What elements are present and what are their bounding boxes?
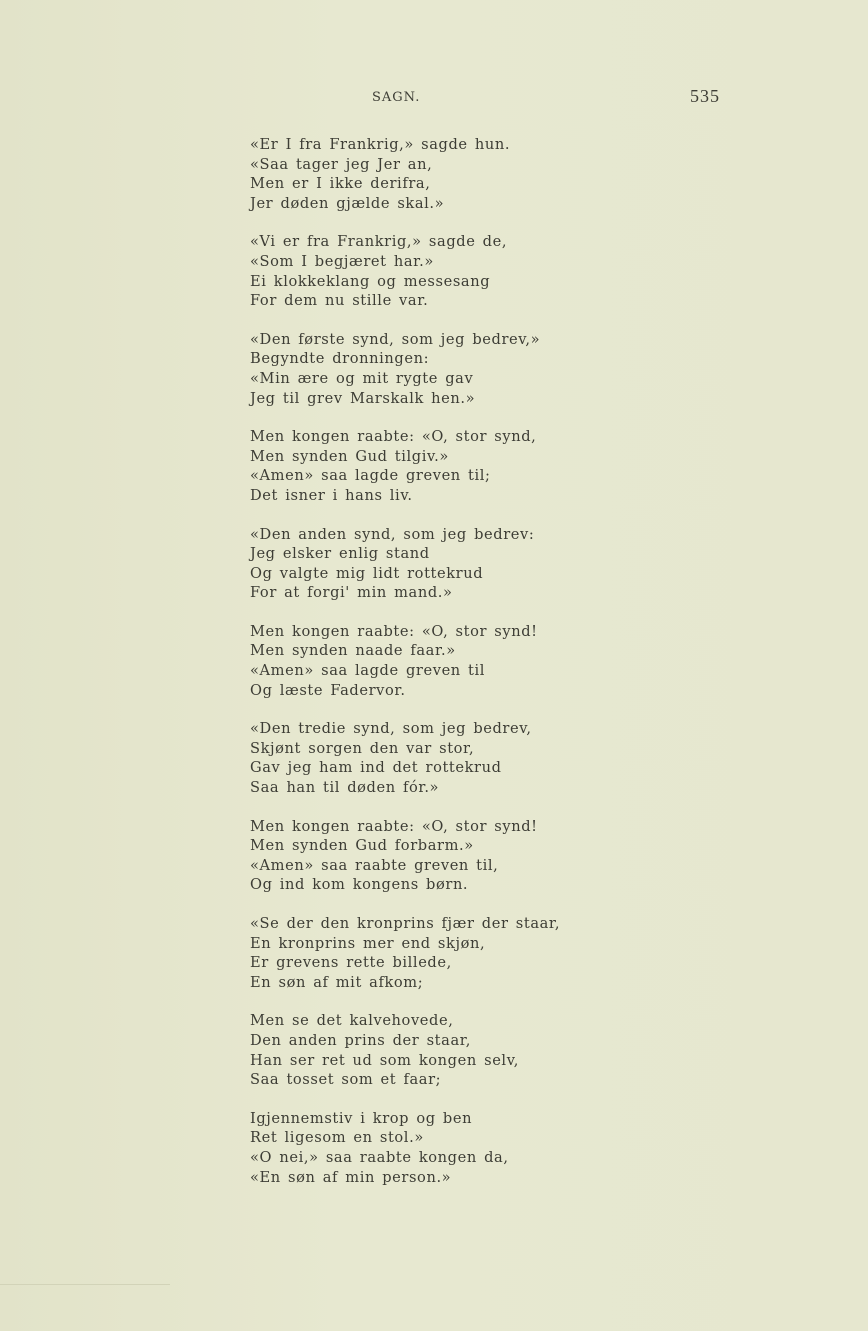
verse-line: Men kongen raabte: «O, stor synd! (250, 817, 538, 835)
verse-line: En kronprins mer end skjøn, (250, 934, 486, 952)
stanza (250, 232, 560, 310)
stanza (250, 719, 560, 797)
verse-line: Jeg elsker enlig stand (250, 545, 430, 563)
verse-line: «Som I begjæret har.» (250, 252, 434, 270)
verse-line: Jeg til grev Marskalk hen.» (250, 389, 476, 407)
poem-body (250, 135, 560, 1206)
verse-line: Saa tosset som et faar; (250, 1071, 442, 1089)
verse-line: «Min ære og mit rygte gav (250, 369, 474, 387)
stanza (250, 817, 560, 895)
verse-line: Begyndte dronningen: (250, 350, 430, 368)
verse-line: «Vi er fra Frankrig,» sagde de, (250, 233, 508, 251)
verse-line: Og ind kom kongens børn. (250, 876, 469, 894)
verse-line: Skjønt sorgen den var stor, (250, 739, 475, 757)
verse-line: Er grevens rette billede, (250, 954, 452, 972)
stanza (250, 1109, 560, 1187)
verse-line: Igjennemstiv i krop og ben (250, 1109, 473, 1127)
verse-line: «Amen» saa lagde greven til; (250, 467, 491, 485)
verse-line: «Amen» saa lagde greven til (250, 662, 486, 680)
verse-line: En søn af mit afkom; (250, 973, 424, 991)
verse-line: «Er I fra Frankrig,» sagde hun. (250, 136, 511, 153)
verse-line: Det isner i hans liv. (250, 486, 413, 504)
stanza (250, 135, 560, 213)
verse-line: «Den første synd, som jeg bedrev,» (250, 330, 541, 348)
verse-line: Og valgte mig lidt rottekrud (250, 564, 484, 582)
verse-line: Den anden prins der staar, (250, 1031, 471, 1049)
verse-line: For dem nu stille var. (250, 292, 429, 310)
stanza (250, 622, 560, 700)
verse-line: «Den tredie synd, som jeg bedrev, (250, 720, 532, 738)
verse-line: Gav jeg ham ind det rottekrud (250, 759, 502, 777)
verse-line: Jer døden gjælde skal.» (250, 194, 445, 212)
stanza (250, 330, 560, 408)
verse-line: «Den anden synd, som jeg bedrev: (250, 525, 535, 543)
verse-line: Han ser ret ud som kongen selv, (250, 1051, 520, 1069)
verse-line: «Saa tager jeg Jer an, (250, 155, 433, 173)
verse-line: For at forgi' min mand.» (250, 584, 453, 602)
page-number: 535 (690, 86, 720, 106)
verse-line: «Se der den kronprins fjær der staar, (250, 915, 561, 932)
verse-line: Ret ligesom en stol.» (250, 1129, 424, 1147)
stanza (250, 914, 560, 992)
scan-edge-line (0, 1284, 170, 1285)
verse-line: Men kongen raabte: «O, stor synd! (250, 622, 538, 640)
verse-line: Ei klokkeklang og messesang (250, 272, 491, 290)
verse-line: «Amen» saa raabte greven til, (250, 856, 499, 874)
verse-line: Og læste Fadervor. (250, 681, 406, 699)
verse-line: «En søn af min person.» (250, 1168, 452, 1186)
stanza (250, 1011, 560, 1089)
verse-line: Men se det kalvehovede, (250, 1012, 454, 1030)
stanza (250, 427, 560, 505)
verse-line: Saa han til døden fór.» (250, 779, 440, 797)
running-title: SAGN. (372, 90, 421, 105)
verse-line: Men kongen raabte: «O, stor synd, (250, 428, 537, 446)
verse-line: Men er I ikke derifra, (250, 175, 431, 193)
stanza (250, 525, 560, 603)
verse-line: Men synden Gud tilgiv.» (250, 447, 449, 465)
verse-line: Men synden Gud forbarm.» (250, 837, 474, 855)
verse-line: Men synden naade faar.» (250, 642, 456, 660)
verse-line: «O nei,» saa raabte kongen da, (250, 1148, 509, 1166)
